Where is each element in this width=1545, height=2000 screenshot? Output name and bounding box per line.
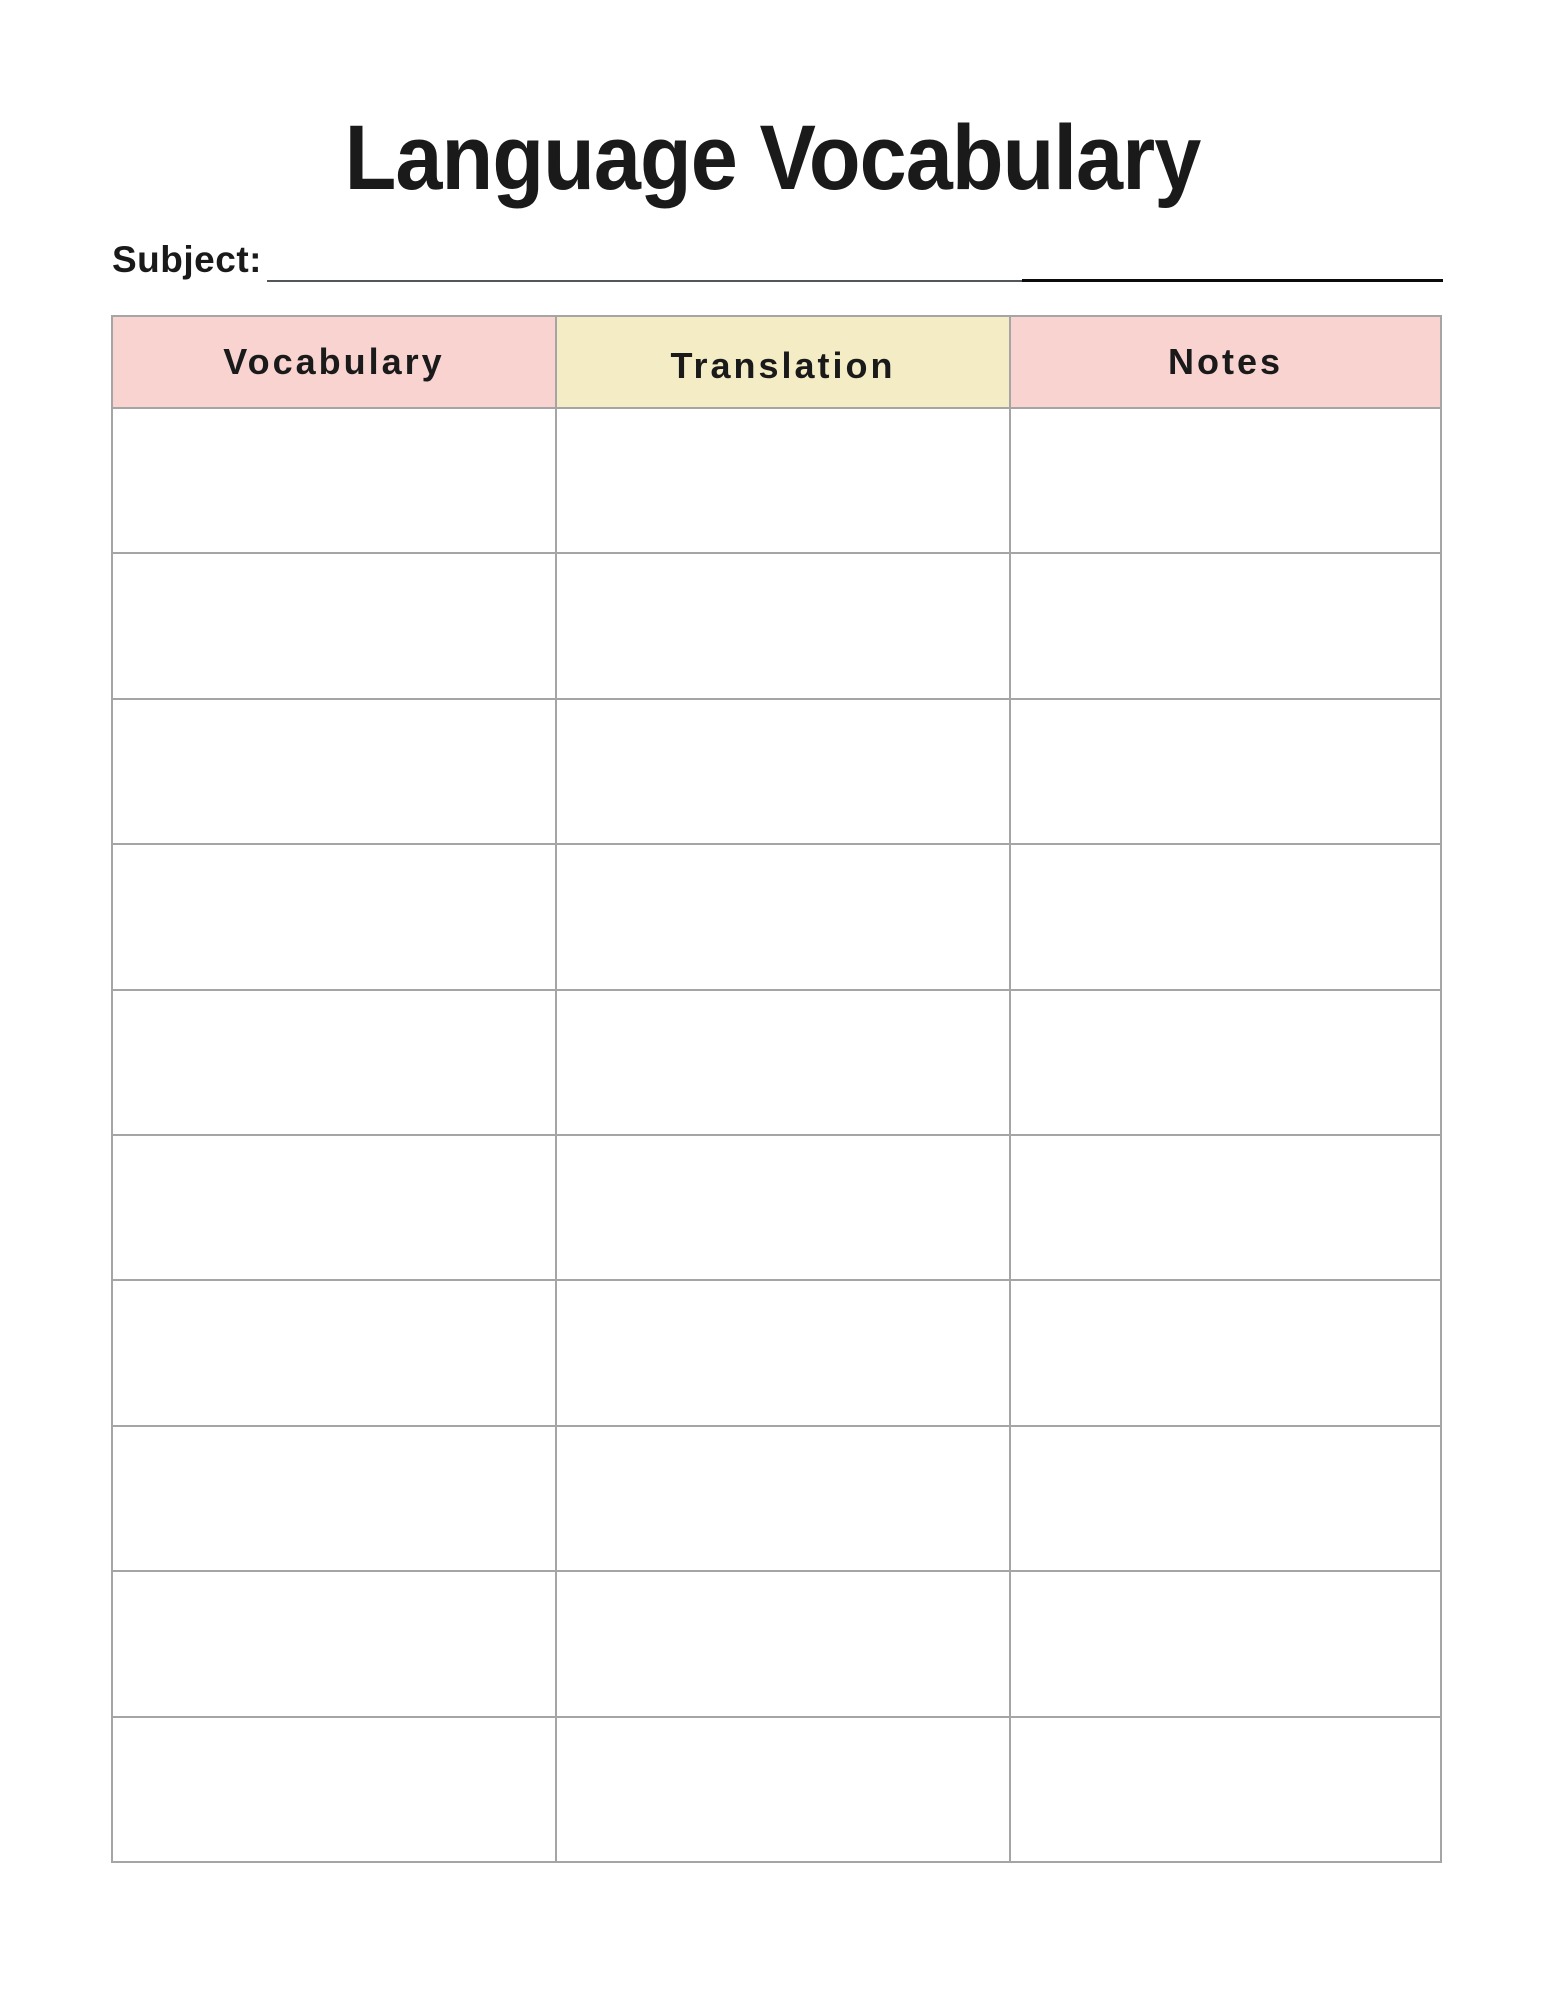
table-cell-r1-c3[interactable] xyxy=(1011,409,1440,552)
table-cell-r2-c3[interactable] xyxy=(1011,554,1440,697)
table-cell-r5-c1[interactable] xyxy=(113,991,555,1134)
table-cell-r2-c2[interactable] xyxy=(557,554,1009,697)
page-title: Language Vocabulary xyxy=(344,107,1201,209)
table-cell-r10-c3[interactable] xyxy=(1011,1718,1440,1861)
table-cell-r5-c3[interactable] xyxy=(1011,991,1440,1134)
table-cell-r2-c1[interactable] xyxy=(113,554,555,697)
table-cell-r9-c2[interactable] xyxy=(557,1572,1009,1715)
table-cell-r9-c1[interactable] xyxy=(113,1572,555,1715)
table-cell-r6-c3[interactable] xyxy=(1011,1136,1440,1279)
table-cell-r3-c1[interactable] xyxy=(113,700,555,843)
column-header-vocabulary: Vocabulary xyxy=(113,317,555,407)
table-cell-r7-c2[interactable] xyxy=(557,1281,1009,1424)
table-cell-r4-c1[interactable] xyxy=(113,845,555,988)
table-cell-r8-c1[interactable] xyxy=(113,1427,555,1570)
table-cell-r9-c3[interactable] xyxy=(1011,1572,1440,1715)
table-cell-r8-c2[interactable] xyxy=(557,1427,1009,1570)
column-header-translation: Translation xyxy=(557,317,1009,407)
table-cell-r3-c3[interactable] xyxy=(1011,700,1440,843)
table-cell-r7-c1[interactable] xyxy=(113,1281,555,1424)
table-cell-r4-c3[interactable] xyxy=(1011,845,1440,988)
subject-input-line-extension[interactable] xyxy=(1022,279,1443,282)
table-cell-r4-c2[interactable] xyxy=(557,845,1009,988)
table-cell-r10-c1[interactable] xyxy=(113,1718,555,1861)
table-cell-r8-c3[interactable] xyxy=(1011,1427,1440,1570)
table-cell-r3-c2[interactable] xyxy=(557,700,1009,843)
table-cell-r5-c2[interactable] xyxy=(557,991,1009,1134)
column-header-notes: Notes xyxy=(1011,317,1440,407)
table-cell-r6-c1[interactable] xyxy=(113,1136,555,1279)
table-cell-r10-c2[interactable] xyxy=(557,1718,1009,1861)
subject-input-line[interactable] xyxy=(267,280,1022,282)
subject-label: Subject: xyxy=(112,239,262,280)
vocabulary-table xyxy=(111,315,1442,1863)
table-cell-r1-c2[interactable] xyxy=(557,409,1009,552)
table-cell-r7-c3[interactable] xyxy=(1011,1281,1440,1424)
table-cell-r6-c2[interactable] xyxy=(557,1136,1009,1279)
table-cell-r1-c1[interactable] xyxy=(113,409,555,552)
